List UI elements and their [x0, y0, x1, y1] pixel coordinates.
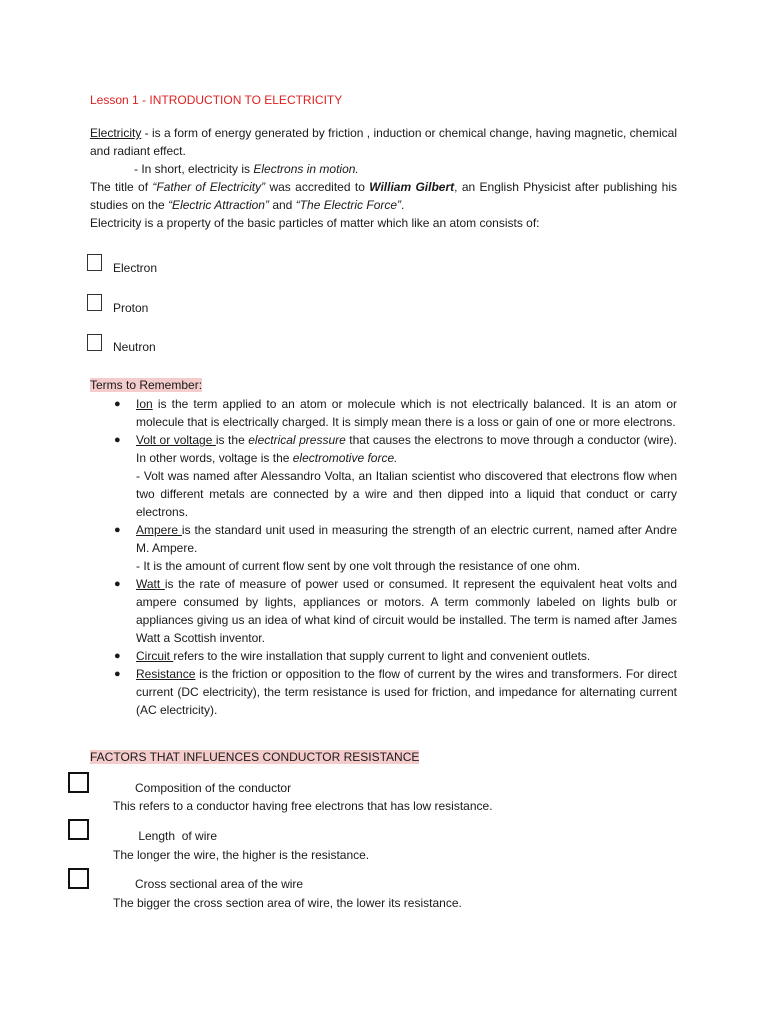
lesson-title: Lesson 1 - INTRODUCTION TO ELECTRICITY — [90, 93, 343, 107]
factors-heading: FACTORS THAT INFLUENCES CONDUCTOR RESISTANCE — [90, 750, 420, 764]
checkbox-length[interactable] — [68, 819, 89, 840]
factor-composition-label: Composition of the conductor — [135, 781, 292, 795]
list-item-circuit: ● Circuit refers to the wire installation that supply current to light and convenient outlets. — [114, 649, 591, 663]
intro-father: The title of “Father of Electricity” was accredited to William Gilbert, an English Physicist after publishing his studies on the “Electric Attraction” and “The Electric Force”. — [90, 180, 677, 212]
bullet-icon: ● — [114, 668, 121, 680]
checkbox-proton[interactable] — [87, 294, 102, 311]
factor-cross-section-desc: The bigger the cross section area of wire, the lower its resistance. — [113, 896, 462, 910]
checkbox-electron[interactable] — [87, 254, 102, 271]
intro-property: Electricity is a property of the basic particles of matter which like an atom consists of: — [90, 216, 540, 230]
bullet-icon: ● — [114, 524, 121, 536]
intro-definition: Electricity - is a form of energy generated by friction , induction or chemical change, having magnetic, chemical and radiant effect. — [90, 126, 677, 158]
checkbox-cross-section[interactable] — [68, 868, 89, 889]
terms-list — [112, 395, 677, 719]
bullet-icon: ● — [114, 650, 121, 662]
list-item-watt: ● Watt is the rate of measure of power used or consumed. It represent the equivalent heat volts and ampere consumed by lights, appliances or motors. A term commonly labeled on lights bulb or appliances giving us an idea of what kind of circuit would be installed. The term is named after James Watt a Scottish inventor. — [114, 577, 678, 645]
factor-composition-desc: This refers to a conductor having free electrons that has low resistance. — [113, 799, 493, 813]
particle-neutron: Neutron — [113, 340, 156, 354]
ampere-note: - It is the amount of current flow sent by one volt through the resistance of one ohm. — [136, 559, 581, 573]
bullet-icon: ● — [114, 398, 121, 410]
bullet-icon: ● — [114, 578, 121, 590]
factor-cross-section-label: Cross sectional area of the wire — [135, 877, 304, 891]
list-item-ion: ● Ion is the term applied to an atom or molecule which is not electrically balanced. It is an atom or molecule that is electrically charged. It is simply mean there is a loss or gain of one or more electrons. — [114, 397, 677, 429]
list-item-ampere: ● Ampere is the standard unit used in measuring the strength of an electric current, named after Andre M. Ampere. - It is the amount of current flow sent by one volt through the resistance of one ohm. — [114, 523, 677, 573]
factor-length-desc: The longer the wire, the higher is the resistance. — [113, 848, 370, 862]
checkbox-neutron[interactable] — [87, 334, 102, 351]
particle-electron: Electron — [113, 261, 158, 275]
terms-heading: Terms to Remember: — [90, 378, 203, 392]
bullet-icon: ● — [114, 434, 121, 446]
checkbox-composition[interactable] — [68, 772, 89, 793]
list-item-resistance: ● Resistance is the friction or opposition to the flow of current by the wires and transformers. For direct current (DC electricity), the term resistance is used for friction, and impedance for alternating current (AC electricity). — [114, 667, 677, 717]
volt-note: - Volt was named after Alessandro Volta, an Italian scientist who discovered that electrons flow when two different metals are connected by a wire and then dipped into a liquid that conduct or carry electrons. — [136, 469, 677, 519]
intro-short: - In short, electricity is Electrons in motion. — [134, 162, 359, 176]
particle-proton: Proton — [113, 301, 149, 315]
factor-length-label: Length of wire — [135, 829, 218, 843]
list-item-volt: ● Volt or voltage is the electrical pressure that causes the electrons to move through a conductor (wire). In other words, voltage is the electromotive force. - Volt was named after Alessandro Volta, an Italian scientist who discovered that electrons flow when two different metals are connected by a wire and then dipped into a liquid that conduct or carry electrons. — [114, 433, 677, 519]
electricity-term: Electricity — [90, 126, 142, 140]
